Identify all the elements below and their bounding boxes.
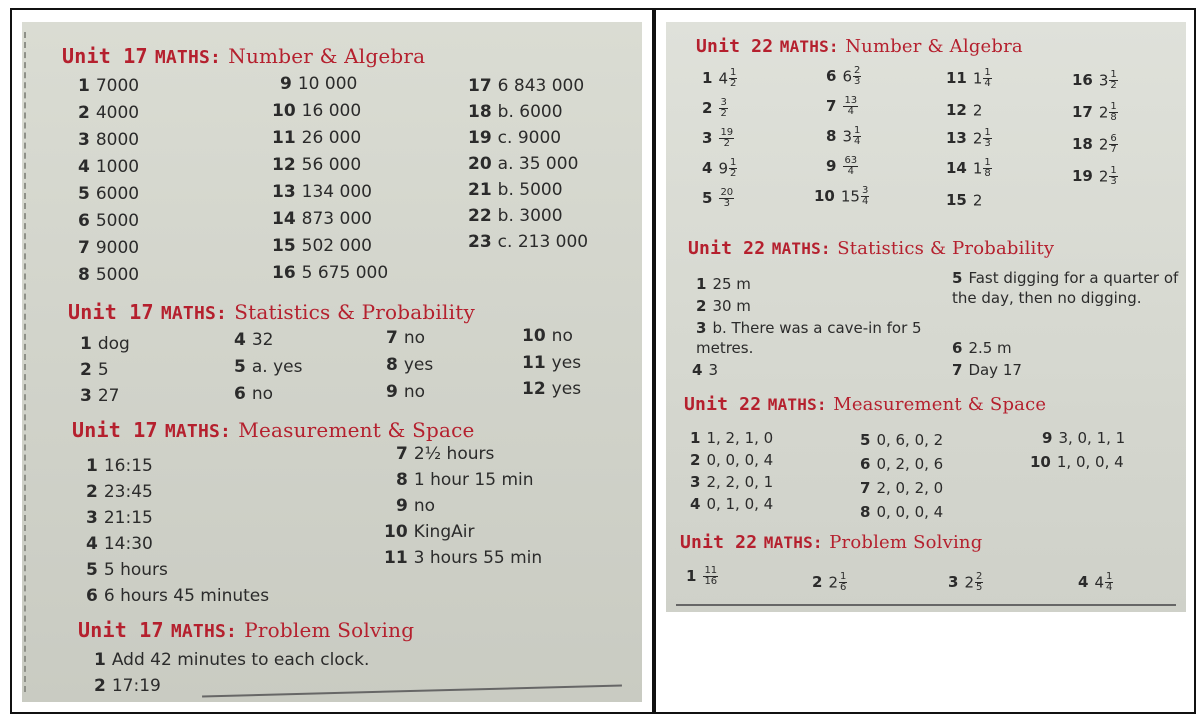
fraction: $\frac{1}{8}$ xyxy=(1110,101,1117,123)
fraction: $\frac{3}{2}$ xyxy=(720,97,727,119)
answer-item: 11 yes xyxy=(522,353,582,373)
answer-item: 8 0, 0, 0, 4 xyxy=(860,503,944,521)
section-heading-statistics-u22: Unit 22 MATHS: Statistics & Probability xyxy=(688,238,1055,259)
answer-item: 2 0, 0, 0, 4 xyxy=(690,451,774,469)
answer-item: 18 2 $\frac{6}{7}$ xyxy=(1072,133,1117,155)
answer-item: 3 8000 xyxy=(78,130,140,150)
answer-item: 8 1 hour 15 min xyxy=(396,470,534,490)
answer-item: 11 3 hours 55 min xyxy=(384,548,543,568)
answer-item: 1 7000 xyxy=(78,76,140,96)
answer-item: 10 15 $\frac{3}{4}$ xyxy=(814,185,869,207)
left-answer-panel xyxy=(10,8,654,714)
answer-item: 7 2, 0, 2, 0 xyxy=(860,479,944,497)
answer-item: 12 yes xyxy=(522,379,582,399)
answer-item: 11 1 $\frac{1}{4}$ xyxy=(946,67,991,89)
fraction: $\frac{1}{4}$ xyxy=(853,125,861,147)
fraction: $\frac{13}{4}$ xyxy=(844,95,858,117)
right-book-page xyxy=(666,22,1186,612)
fraction: $\frac{6}{7}$ xyxy=(1110,133,1117,155)
answer-item: 2 2 $\frac{1}{6}$ xyxy=(812,571,847,593)
answer-item: 10 no xyxy=(522,326,573,346)
answer-item: 11 26 000 xyxy=(272,128,362,148)
answer-item: 22 b. 3000 xyxy=(468,206,563,226)
answer-item: 1 $\frac{11}{16}$ xyxy=(686,565,718,587)
answer-item: 4 32 xyxy=(234,330,274,350)
answer-item: 14 873 000 xyxy=(272,209,372,229)
answer-item: 3 2, 2, 0, 1 xyxy=(690,473,774,491)
answer-item: 9 10 000 xyxy=(280,74,358,94)
answer-item: 7 Day 17 xyxy=(952,361,1022,379)
answer-item: 9 no xyxy=(396,496,436,516)
section-heading-number-algebra-u22: Unit 22 MATHS: Number & Algebra xyxy=(696,36,1023,57)
answer-item: 1 4 $\frac{1}{2}$ xyxy=(702,67,737,89)
fraction: $\frac{1}{2}$ xyxy=(729,157,737,179)
left-book-page xyxy=(22,22,642,702)
answer-item: 8 5000 xyxy=(78,265,140,285)
answer-item: 19 2 $\frac{1}{3}$ xyxy=(1072,165,1117,187)
section-heading-measurement-u22: Unit 22 MATHS: Measurement & Space xyxy=(684,394,1047,415)
answer-item: 3 b. There was a cave-in for 5 metres. xyxy=(696,319,922,357)
fraction: $\frac{1}{4}$ xyxy=(984,67,991,89)
answer-item: 10 16 000 xyxy=(272,101,362,121)
fraction: $\frac{11}{16}$ xyxy=(704,565,718,587)
fraction: $\frac{1}{3}$ xyxy=(1110,165,1117,187)
section-heading-statistics-u17: Unit 17 MATHS: Statistics & Probability xyxy=(68,300,475,324)
answer-item: 8 3 $\frac{1}{4}$ xyxy=(826,125,861,147)
answer-item: 12 2 xyxy=(946,101,983,120)
answer-item: 18 b. 6000 xyxy=(468,102,563,122)
answer-item: 1 Add 42 minutes to each clock. xyxy=(94,650,370,670)
fraction: $\frac{1}{3}$ xyxy=(984,127,991,149)
answer-item: 23 c. 213 000 xyxy=(468,232,589,252)
section-heading-problem-solving-u22: Unit 22 MATHS: Problem Solving xyxy=(680,532,983,553)
answer-item: 9 $\frac{63}{4}$ xyxy=(826,155,858,177)
answer-item: 4 14:30 xyxy=(86,534,153,554)
answer-item: 16 3 $\frac{1}{2}$ xyxy=(1072,69,1117,91)
answer-item: 7 2½ hours xyxy=(396,444,495,464)
answer-item: 5 6000 xyxy=(78,184,140,204)
page-rule-line xyxy=(676,604,1176,606)
page-edge-perforation xyxy=(24,32,26,692)
answer-item: 7 9000 xyxy=(78,238,140,258)
fraction: $\frac{1}{6}$ xyxy=(839,571,847,593)
answer-item: 1 1, 2, 1, 0 xyxy=(690,429,774,447)
section-heading-problem-solving-u17: Unit 17 MATHS: Problem Solving xyxy=(78,618,415,642)
fraction: $\frac{2}{3}$ xyxy=(853,65,861,87)
fraction: $\frac{20}{3}$ xyxy=(720,187,734,209)
answer-item: 2 4000 xyxy=(78,103,140,123)
answer-item: 5 a. yes xyxy=(234,357,303,377)
answer-item: 15 502 000 xyxy=(272,236,372,256)
answer-item: 19 c. 9000 xyxy=(468,128,562,148)
answer-item: 6 6 hours 45 minutes xyxy=(86,586,270,606)
answer-item: 3 21:15 xyxy=(86,508,153,528)
answer-item: 5 Fast digging for a quarter of the day, then no digging. xyxy=(952,269,1179,307)
answer-item: 2 $\frac{3}{2}$ xyxy=(702,97,727,119)
answer-item: 6 5000 xyxy=(78,211,140,231)
answer-item: 15 2 xyxy=(946,191,983,210)
fraction: $\frac{63}{4}$ xyxy=(844,155,858,177)
answer-item: 17 2 $\frac{1}{8}$ xyxy=(1072,101,1117,123)
answer-item: 1 16:15 xyxy=(86,456,153,476)
fraction: $\frac{2}{5}$ xyxy=(975,571,983,593)
answer-item: 1 25 m xyxy=(696,275,751,293)
answer-item: 4 0, 1, 0, 4 xyxy=(690,495,774,513)
answer-item: 6 0, 2, 0, 6 xyxy=(860,455,944,473)
answer-item: 12 56 000 xyxy=(272,155,362,175)
answer-item: 1 dog xyxy=(80,334,130,354)
answer-item: 4 9 $\frac{1}{2}$ xyxy=(702,157,737,179)
section-heading-number-algebra-u17: Unit 17 MATHS: Number & Algebra xyxy=(62,44,426,68)
answer-item: 2 5 xyxy=(80,360,109,380)
answer-item: 13 134 000 xyxy=(272,182,372,202)
answer-item: 21 b. 5000 xyxy=(468,180,563,200)
answer-item: 2 17:19 xyxy=(94,676,161,696)
page-rule-line xyxy=(202,685,622,698)
answer-item: 5 5 hours xyxy=(86,560,168,580)
answer-item: 16 5 675 000 xyxy=(272,263,389,283)
fraction: $\frac{19}{2}$ xyxy=(720,127,734,149)
answer-item: 8 yes xyxy=(386,355,434,375)
answer-item: 4 1000 xyxy=(78,157,140,177)
answer-item: 7 no xyxy=(386,328,426,348)
answer-item: 9 no xyxy=(386,382,426,402)
answer-item: 3 $\frac{19}{2}$ xyxy=(702,127,734,149)
answer-item: 13 2 $\frac{1}{3}$ xyxy=(946,127,991,149)
fraction: $\frac{1}{2}$ xyxy=(1110,69,1117,91)
answer-item: 20 a. 35 000 xyxy=(468,154,579,174)
fraction: $\frac{1}{4}$ xyxy=(1105,571,1113,593)
right-answer-panel xyxy=(654,8,1196,714)
answer-item: 2 30 m xyxy=(696,297,751,315)
answer-item: 10 KingAir xyxy=(384,522,475,542)
answer-item: 6 2.5 m xyxy=(952,339,1012,357)
section-heading-measurement-u17: Unit 17 MATHS: Measurement & Space xyxy=(72,418,475,442)
answer-item: 17 6 843 000 xyxy=(468,76,585,96)
fraction: $\frac{3}{4}$ xyxy=(861,185,869,207)
answer-item: 6 6 $\frac{2}{3}$ xyxy=(826,65,861,87)
answer-item: 14 1 $\frac{1}{8}$ xyxy=(946,157,991,179)
answer-item: 10 1, 0, 0, 4 xyxy=(1030,453,1124,471)
answer-item: 7 $\frac{13}{4}$ xyxy=(826,95,858,117)
answer-item: 4 4 $\frac{1}{4}$ xyxy=(1078,571,1113,593)
fraction: $\frac{1}{8}$ xyxy=(984,157,991,179)
fraction: $\frac{1}{2}$ xyxy=(729,67,737,89)
answer-item: 4 3 xyxy=(692,361,718,379)
answer-item: 9 3, 0, 1, 1 xyxy=(1042,429,1126,447)
answer-item: 3 2 $\frac{2}{5}$ xyxy=(948,571,983,593)
answer-item: 5 0, 6, 0, 2 xyxy=(860,431,944,449)
answer-item: 6 no xyxy=(234,384,274,404)
answer-item: 5 $\frac{20}{3}$ xyxy=(702,187,734,209)
answer-item: 2 23:45 xyxy=(86,482,153,502)
answer-item: 3 27 xyxy=(80,386,120,406)
